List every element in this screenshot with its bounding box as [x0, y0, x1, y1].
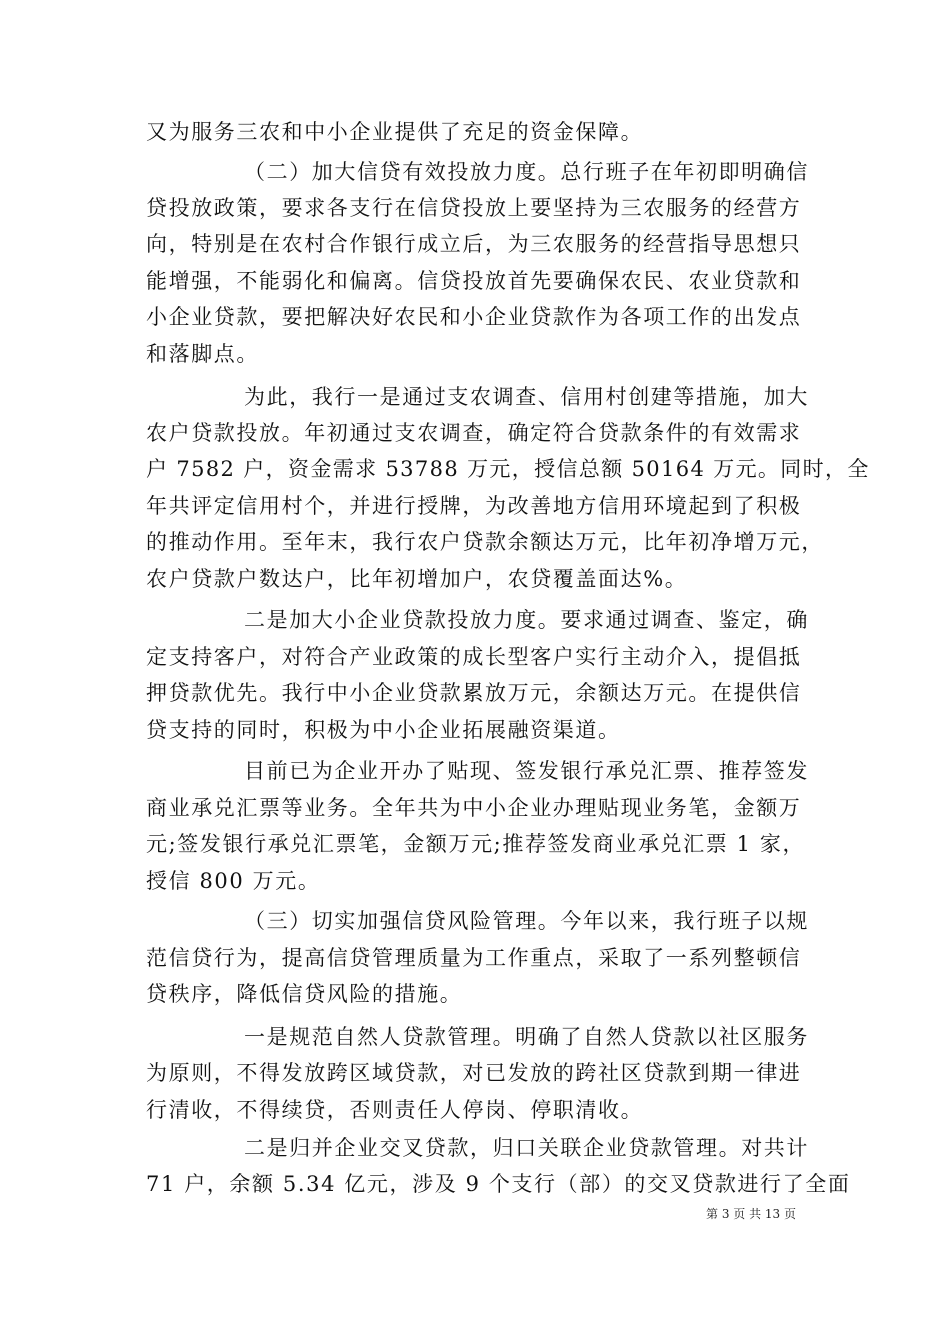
text-line: 目前已为企业开办了贴现、签发银行承兑汇票、推荐签发	[244, 759, 809, 783]
text-line: 范信贷行为，提高信贷管理质量为工作重点，采取了一系列整顿信	[146, 946, 802, 970]
text-line: （二）加大信贷有效投放力度。总行班子在年初即明确信	[244, 160, 809, 184]
text-line: 为原则，不得发放跨区域贷款，对已发放的跨社区贷款到期一律进	[146, 1061, 802, 1085]
text-line: 又为服务三农和中小企业提供了充足的资金保障。	[146, 120, 644, 144]
text-line: 向，特别是在农村合作银行成立后，为三农服务的经营指导思想只	[146, 232, 802, 256]
text-line: 为此，我行一是通过支农调查、信用村创建等措施，加大	[244, 385, 809, 409]
text-line: 贷投放政策，要求各支行在信贷投放上要坚持为三农服务的经营方	[146, 196, 802, 220]
text-line: 小企业贷款，要把解决好农民和小企业贷款作为各项工作的出发点	[146, 305, 802, 329]
text-line: 二是加大小企业贷款投放力度。要求通过调查、鉴定，确	[244, 608, 809, 632]
page-number-footer: 第 3 页 共 13 页	[706, 1207, 796, 1221]
text-line: 71 户，余额 5.34 亿元，涉及 9 个支行（部）的交叉贷款进行了全面	[146, 1172, 851, 1196]
text-line: 农户贷款户数达户，比年初增加户，农贷覆盖面达%。	[146, 567, 688, 591]
text-line: 农户贷款投放。年初通过支农调查，确定符合贷款条件的有效需求	[146, 421, 802, 445]
text-line: 行清收，不得续贷，否则责任人停岗、停职清收。	[146, 1098, 644, 1122]
text-line: 押贷款优先。我行中小企业贷款累放万元，余额达万元。在提供信	[146, 681, 802, 705]
text-line: 的推动作用。至年末，我行农户贷款余额达万元，比年初净增万元，	[146, 530, 824, 554]
text-line: 元;签发银行承兑汇票笔，金额万元;推荐签发商业承兑汇票 1 家，	[146, 832, 806, 856]
text-line: 和落脚点。	[146, 342, 259, 366]
text-line: 二是归并企业交叉贷款，归口关联企业贷款管理。对共计	[244, 1136, 809, 1160]
text-line: 户 7582 户，资金需求 53788 万元，授信总额 50164 万元。同时，全	[146, 457, 870, 481]
text-line: 商业承兑汇票等业务。全年共为中小企业办理贴现业务笔，金额万	[146, 796, 802, 820]
text-line: 定支持客户，对符合产业政策的成长型客户实行主动介入，提倡抵	[146, 645, 802, 669]
text-line: （三）切实加强信贷风险管理。今年以来，我行班子以规	[244, 909, 809, 933]
text-line: 贷支持的同时，积极为中小企业拓展融资渠道。	[146, 718, 621, 742]
text-line: 授信 800 万元。	[146, 869, 321, 893]
text-line: 一是规范自然人贷款管理。明确了自然人贷款以社区服务	[244, 1025, 809, 1049]
text-line: 能增强，不能弱化和偏离。信贷投放首先要确保农民、农业贷款和	[146, 269, 802, 293]
text-line: 年共评定信用村个，并进行授牌，为改善地方信用环境起到了积极	[146, 494, 802, 518]
text-line: 贷秩序，降低信贷风险的措施。	[146, 982, 463, 1006]
